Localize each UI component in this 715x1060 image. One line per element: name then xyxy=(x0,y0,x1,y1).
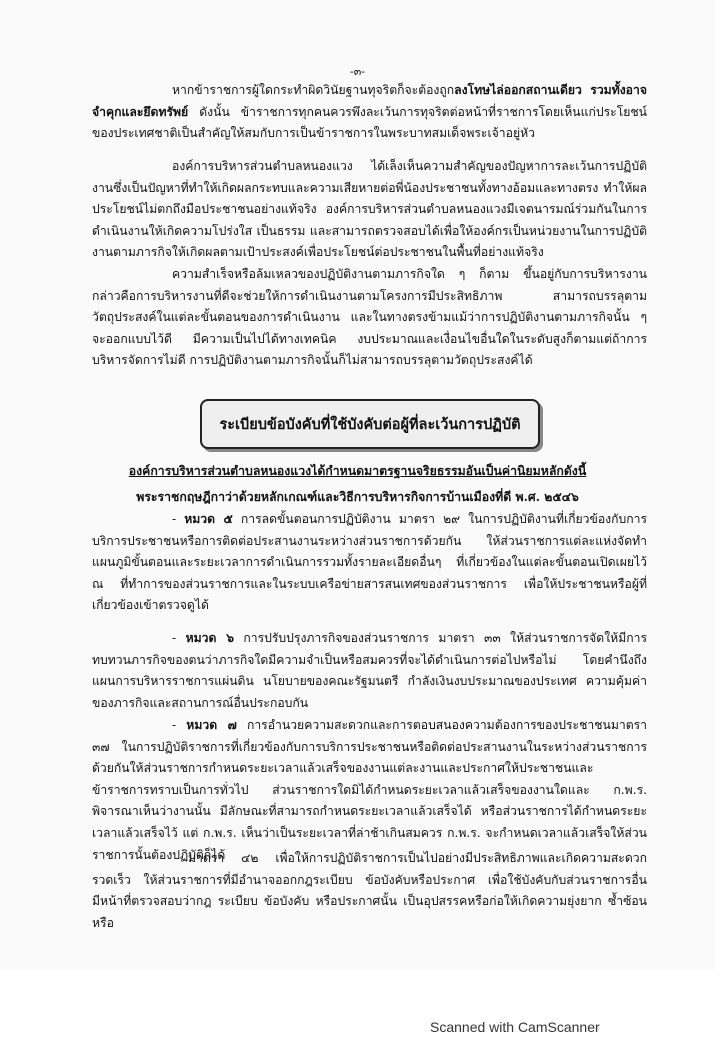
section-6-text: การปรับปรุงภารกิจของส่วนราชการ มาตรา ๓๓ ให้ส่วนราชการจัดให้มีการทบทวนภารกิจของตนว่าภารกิจใดมีความจำเป็นหรือสมควรที่จะได้ดำเนินการต่อไปหรือไม่ โดยคำนึงถึงแผนการบริหารราชการแผ่นดิน นโยบายของคณะรัฐมนตรี กำลังเงินงบประมาณของประเทศ ความคุ้มค่าของภารกิจและสถานการณ์อื่นประกอบกัน xyxy=(92,631,647,710)
section-5-text: การลดขั้นตอนการปฏิบัติงาน มาตรา ๒๙ ในการปฏิบัติงานที่เกี่ยวข้องกับการบริการประชาชนหรือการติดต่อประสานงานระหว่างส่วนราชการด้วยกัน ให้ส่วนราชการแต่ละแห่งจัดทำแผนภูมิขั้นตอนและระยะเวลาการดำเนินการรวมทั้งรายละเอียดอื่นๆ ที่เกี่ยวข้องในแต่ละขั้นตอนเปิดเผยไว้ ณ ที่ทำการของส่วนราชการและในระบบเครือข่ายสารสนเทศของส่วนราชการ เพื่อให้ประชาชนหรือผู้ที่เกี่ยวข้องเข้าตรวจดูได้ xyxy=(92,512,647,613)
paragraph-1 xyxy=(92,80,647,145)
section-7-text: การอำนวยความสะดวกและการตอบสนองความต้องการของประชาชนมาตรา ๓๗ ในการปฏิบัติราชการที่เกี่ยวข้องกับการบริการประชาชนหรือติดต่อประสานงานในระหว่างส่วนราชการด้วยกันให้ส่วนราชการกำหนดระยะเวลาแล้วเสร็จของงานแต่ละงานและประกาศให้ประชาชนและข้าราชการทราบเป็นการทั่วไป ส่วนราชการใดมิได้กำหนดระยะเวลาแล้วเสร็จของงานใดและ ก.พ.ร. พิจารณาเห็นว่างานนั้น มีลักษณะที่สามารถกำหนดระยะเวลาแล้วเสร็จได้ หรือส่วนราชการได้กำหนดระยะเวลาแล้วเสร็จไว้ แต่ ก.พ.ร. เห็นว่าเป็นระยะเวลาที่ล่าช้าเกินสมควร ก.พ.ร. จะกำหนดเวลาแล้วเสร็จให้ส่วนราชการนั้นต้องปฏิบัติก็ได้ xyxy=(92,718,647,862)
scanner-watermark: Scanned with CamScanner xyxy=(430,1019,600,1035)
paragraph-section-42 xyxy=(92,848,647,934)
paragraph-3-text: ความสำเร็จหรือล้มเหลวของปฏิบัติงานตามภารกิจใด ๆ ก็ตาม ขึ้นอยู่กับการบริหารงาน กล่าวคือการบริหารงานที่ดีจะช่วยให้การดำเนินงานตามโครงการมีประสิทธิภาพ สามารถบรรลุตามวัตถุประสงค์ในแต่ละขั้นตอนของการดำเนินงาน และในทางตรงข้ามแม้ว่าการปฏิบัติงานตามภารกิจนั้น ๆ จะออกแบบไว้ดี มีความเป็นไปได้ทางเทคนิค งบประมาณและเงื่อนไขอื่นใดในระดับสูงก็ตามแต่ถ้าการบริหารจัดการไม่ดี การปฏิบัติงานตามภารกิจนั้นก็ไม่สามารถบรรลุตามวัตถุประสงค์ได้ xyxy=(92,267,647,368)
paragraph-1-lead: หากข้าราชการผู้ใดกระทำผิดวินัยฐานทุจริตก็จะต้องถูก xyxy=(172,83,455,97)
paragraph-2-text: องค์การบริหารส่วนตำบลหนองแวง ได้เล็งเห็นความสำคัญของปัญหาการละเว้นการปฏิบัติงานซึ่งเป็นปัญหาที่ทำให้เกิดผลกระทบและความเสียหายต่อพี่น้องประชาชนทั้งทางอ้อมและทางตรง ทำให้ผลประโยชน์ไม่ตกถึงมือประชาชนอย่างแท้จริง องค์การบริหารส่วนตำบลหนองแวงมีเจตนารมณ์ร่วมกันในการดำเนินงานให้เกิดความโปร่งใส เป็นธรรม และสามารถตรวจสอบได้เพื่อให้องค์กรเป็นหน่วยงานในการปฏิบัติงานตามภารกิจให้เกิดผลตามเป้าประสงค์เพื่อประโยชน์ต่อประชาชนในพื้นที่อย่างแท้จริง xyxy=(92,159,647,260)
banner-title: ระเบียบข้อบังคับที่ใช้บังคับต่อผู้ที่ละเว้นการปฏิบัติ xyxy=(219,416,521,433)
page-number: -๓- xyxy=(350,65,365,78)
decree-heading: พระราชกฤษฎีกาว่าด้วยหลักเกณฑ์และวิธีการบริหารกิจการบ้านเมืองที่ดี พ.ศ. ๒๕๔๖ xyxy=(136,489,579,504)
scan-margin xyxy=(0,970,715,1060)
section-6: - หมวด ๖ การปรับปรุงภารกิจของส่วนราชการ มาตรา ๓๓ ให้ส่วนราชการจัดให้มีการทบทวนภารกิจของตนว่าภารกิจใดมีความจำเป็นหรือสมควรที่จะได้ดำเนินการต่อไปหรือไม่ โดยคำนึงถึงแผนการบริหารราชการแผ่นดิน นโยบายของคณะรัฐมนตรี กำลังเงินงบประมาณของประเทศ ความคุ้มค่าของภารกิจและสถานการณ์อื่นประกอบกัน xyxy=(92,631,647,710)
section-6-label: หมวด ๖ xyxy=(185,631,234,645)
section-5-label: หมวด ๕ xyxy=(184,512,233,526)
regulation-banner xyxy=(200,399,540,449)
paragraph-3 xyxy=(92,264,647,372)
section-42-text: มาตรา ๔๒ เพื่อให้การปฏิบัติราชการเป็นไปอย่างมีประสิทธิภาพและเกิดความสะดวกรวดเร็ว ให้ส่วนราชการที่มีอำนาจออกกฎระเบียบ ข้อบังคับหรือประกาศ เพื่อใช้บังคับกับส่วนราชการอื่น มีหน้าที่ตรวจสอบว่ากฎ ระเบียบ ข้อบังคับ หรือประกาศนั้น เป็นอุปสรรคหรือก่อให้เกิดความยุ่งยาก ซ้ำซ้อน หรือ xyxy=(92,851,647,930)
paragraph-2 xyxy=(92,156,647,264)
standards-heading: องค์การบริหารส่วนตำบลหนองแวงได้กำหนดมาตรฐานจริยธรรมอันเป็นค่านิยมหลักดังนี้ xyxy=(128,463,587,478)
paragraph-1-emphasis: ลงโทษไล่ออกสถานเดียว รวมทั้งอาจจำคุกและยึดทรัพย์ xyxy=(92,83,647,119)
section-7: - หมวด ๗ การอำนวยความสะดวกและการตอบสนองความต้องการของประชาชนมาตรา ๓๗ ในการปฏิบัติราชการที่เกี่ยวข้องกับการบริการประชาชนหรือติดต่อประสานงานในระหว่างส่วนราชการด้วยกันให้ส่วนราชการกำหนดระยะเวลาแล้วเสร็จของงานแต่ละงานและประกาศให้ประชาชนและข้าราชการทราบเป็นการทั่วไป ส่วนราชการใดมิได้กำหนดระยะเวลาแล้วเสร็จของงานใดและ ก.พ.ร. พิจารณาเห็นว่างานนั้น มีลักษณะที่สามารถกำหนดระยะเวลาแล้วเสร็จได้ หรือส่วนราชการได้กำหนดระยะเวลาแล้วเสร็จไว้ แต่ ก.พ.ร. เห็นว่าเป็นระยะเวลาที่ล่าช้าเกินสมควร ก.พ.ร. จะกำหนดเวลาแล้วเสร็จให้ส่วนราชการนั้นต้องปฏิบัติก็ได้ xyxy=(92,718,647,862)
section-5: - หมวด ๕ การลดขั้นตอนการปฏิบัติงาน มาตรา ๒๙ ในการปฏิบัติงานที่เกี่ยวข้องกับการบริการประชาชนหรือการติดต่อประสานงานระหว่างส่วนราชการด้วยกัน ให้ส่วนราชการแต่ละแห่งจัดทำแผนภูมิขั้นตอนและระยะเวลาการดำเนินการรวมทั้งรายละเอียดอื่นๆ ที่เกี่ยวข้องในแต่ละขั้นตอนเปิดเผยไว้ ณ ที่ทำการของส่วนราชการและในระบบเครือข่ายสารสนเทศของส่วนราชการ เพื่อให้ประชาชนหรือผู้ที่เกี่ยวข้องเข้าตรวจดูได้ xyxy=(92,512,647,613)
section-7-label: หมวด ๗ xyxy=(186,718,237,732)
paragraph-1-tail: ดังนั้น ข้าราชการทุกคนควรพึงละเว้นการทุจริตต่อหน้าที่ราชการโดยเห็นแก่ประโยชน์ของประเทศชาติเป็นสำคัญให้สมกับการเป็นข้าราชการในพระบาทสมเด็จพระเจ้าอยู่หัว xyxy=(92,104,647,141)
